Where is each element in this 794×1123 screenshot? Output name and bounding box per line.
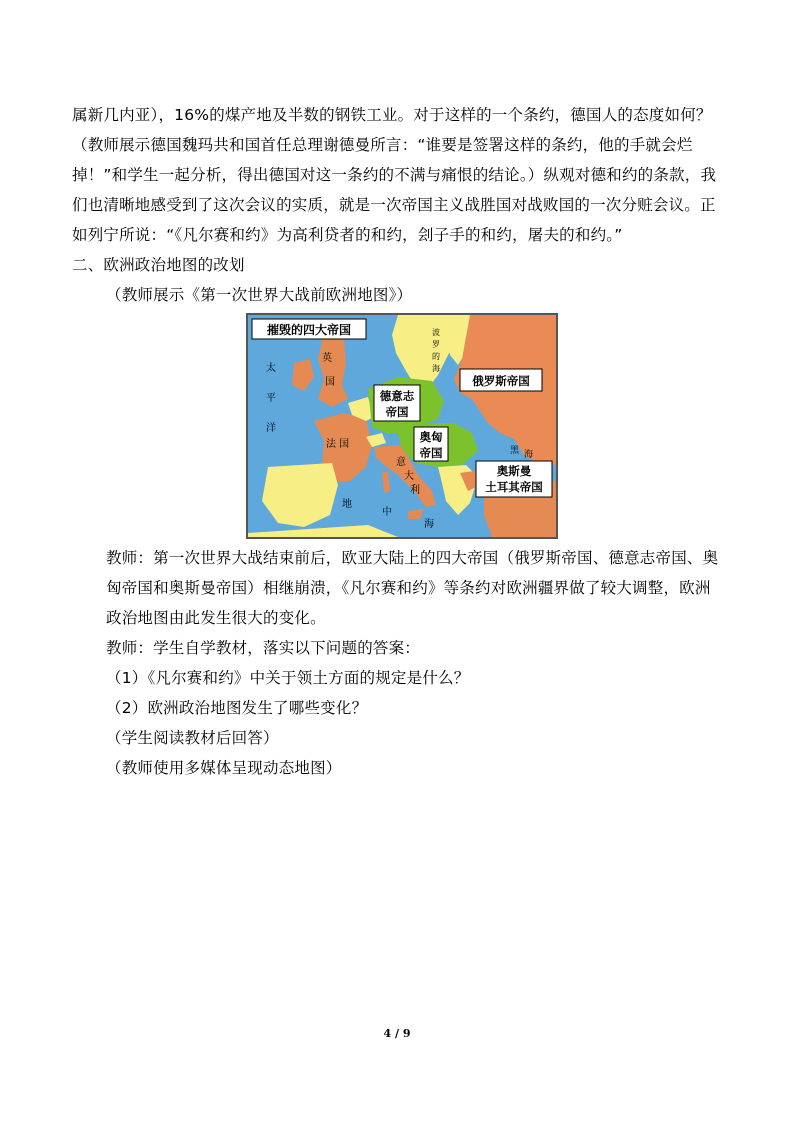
- label-black-sea-2: 海: [524, 450, 534, 460]
- label-german-empire-1: 德意志: [379, 389, 415, 403]
- page-number: 4 / 9: [383, 1027, 411, 1040]
- label-med-2: 中: [382, 507, 392, 518]
- question-1: （1）《凡尔赛和约》中关于领土方面的规定是什么？: [106, 669, 470, 687]
- paragraph-teacher-1: 教师：第一次世界大战结束前后，欧亚大陆上的四大帝国（俄罗斯帝国、德意志帝国、奥匈帝国和奥斯曼帝国）相继崩溃，《凡尔赛和约》等条约对欧洲疆界做了较大调整，欧洲政治地图由此发生很大的变化。: [106, 549, 719, 627]
- label-england-1: 英: [322, 353, 332, 364]
- map-title: 摧毁的四大帝国: [266, 323, 352, 337]
- label-austria-hungary-1: 奥匈: [419, 430, 443, 444]
- label-ottoman-empire-2: 土耳其帝国: [485, 480, 543, 494]
- label-baltic-1: 波: [432, 328, 440, 337]
- label-black-sea-1: 黑: [510, 446, 520, 456]
- label-baltic-4: 海: [432, 364, 440, 373]
- label-france: 法 国: [326, 439, 350, 450]
- label-ocean-2: 平: [266, 393, 276, 404]
- label-german-empire-2: 帝国: [385, 405, 409, 419]
- paragraph-teacher-2: 教师：学生自学教材，落实以下问题的答案：: [106, 639, 421, 657]
- map-caption: （教师展示《第一次世界大战前欧洲地图》）: [106, 286, 413, 304]
- note-student-answer: （学生阅读教材后回答）: [106, 729, 279, 747]
- label-england-2: 国: [325, 377, 335, 388]
- label-ottoman-empire-1: 奥斯曼: [496, 464, 532, 478]
- europe-map-figure: [246, 313, 558, 539]
- label-russian-empire: 俄罗斯帝国: [472, 374, 530, 388]
- question-2: （2）欧洲政治地图发生了哪些变化？: [106, 699, 368, 717]
- label-med-3: 海: [424, 519, 434, 530]
- label-italy-1: 意: [396, 457, 406, 468]
- label-baltic-3: 的: [432, 352, 440, 361]
- note-teacher-multimedia: （教师使用多媒体呈现动态地图）: [106, 759, 342, 777]
- section-heading-2: 二、欧洲政治地图的改划: [72, 256, 245, 274]
- label-med-1: 地: [342, 499, 352, 510]
- label-italy-3: 利: [410, 485, 420, 496]
- paragraph-versailles-analysis: 属新几内亚），16%的煤产地及半数的钢铁工业。对于这样的一个条约，德国人的态度如何？（教师展示德国魏玛共和国首任总理谢德曼所言：“谁要是签署这样的条约，他的手就会烂掉！”和学生一起分析，得出德国对这一条约的不满与痛恨的结论。）纵观对德和约的条款，我们也清晰地感受到了这次会议的实质，就是一次帝国主义战胜国对战败国的一次分赃会议。正如列宁所说：“《凡尔赛和约》为高利贷者的和约，刽子手的和约，屠夫的和约。”: [72, 106, 717, 244]
- label-italy-2: 大: [404, 471, 414, 482]
- label-ocean-1: 太: [266, 363, 276, 374]
- document-body: [72, 100, 722, 783]
- europe-map: [248, 315, 556, 537]
- label-baltic-2: 罗: [432, 340, 440, 349]
- label-ocean-3: 洋: [266, 423, 276, 434]
- label-austria-hungary-2: 帝国: [419, 446, 443, 460]
